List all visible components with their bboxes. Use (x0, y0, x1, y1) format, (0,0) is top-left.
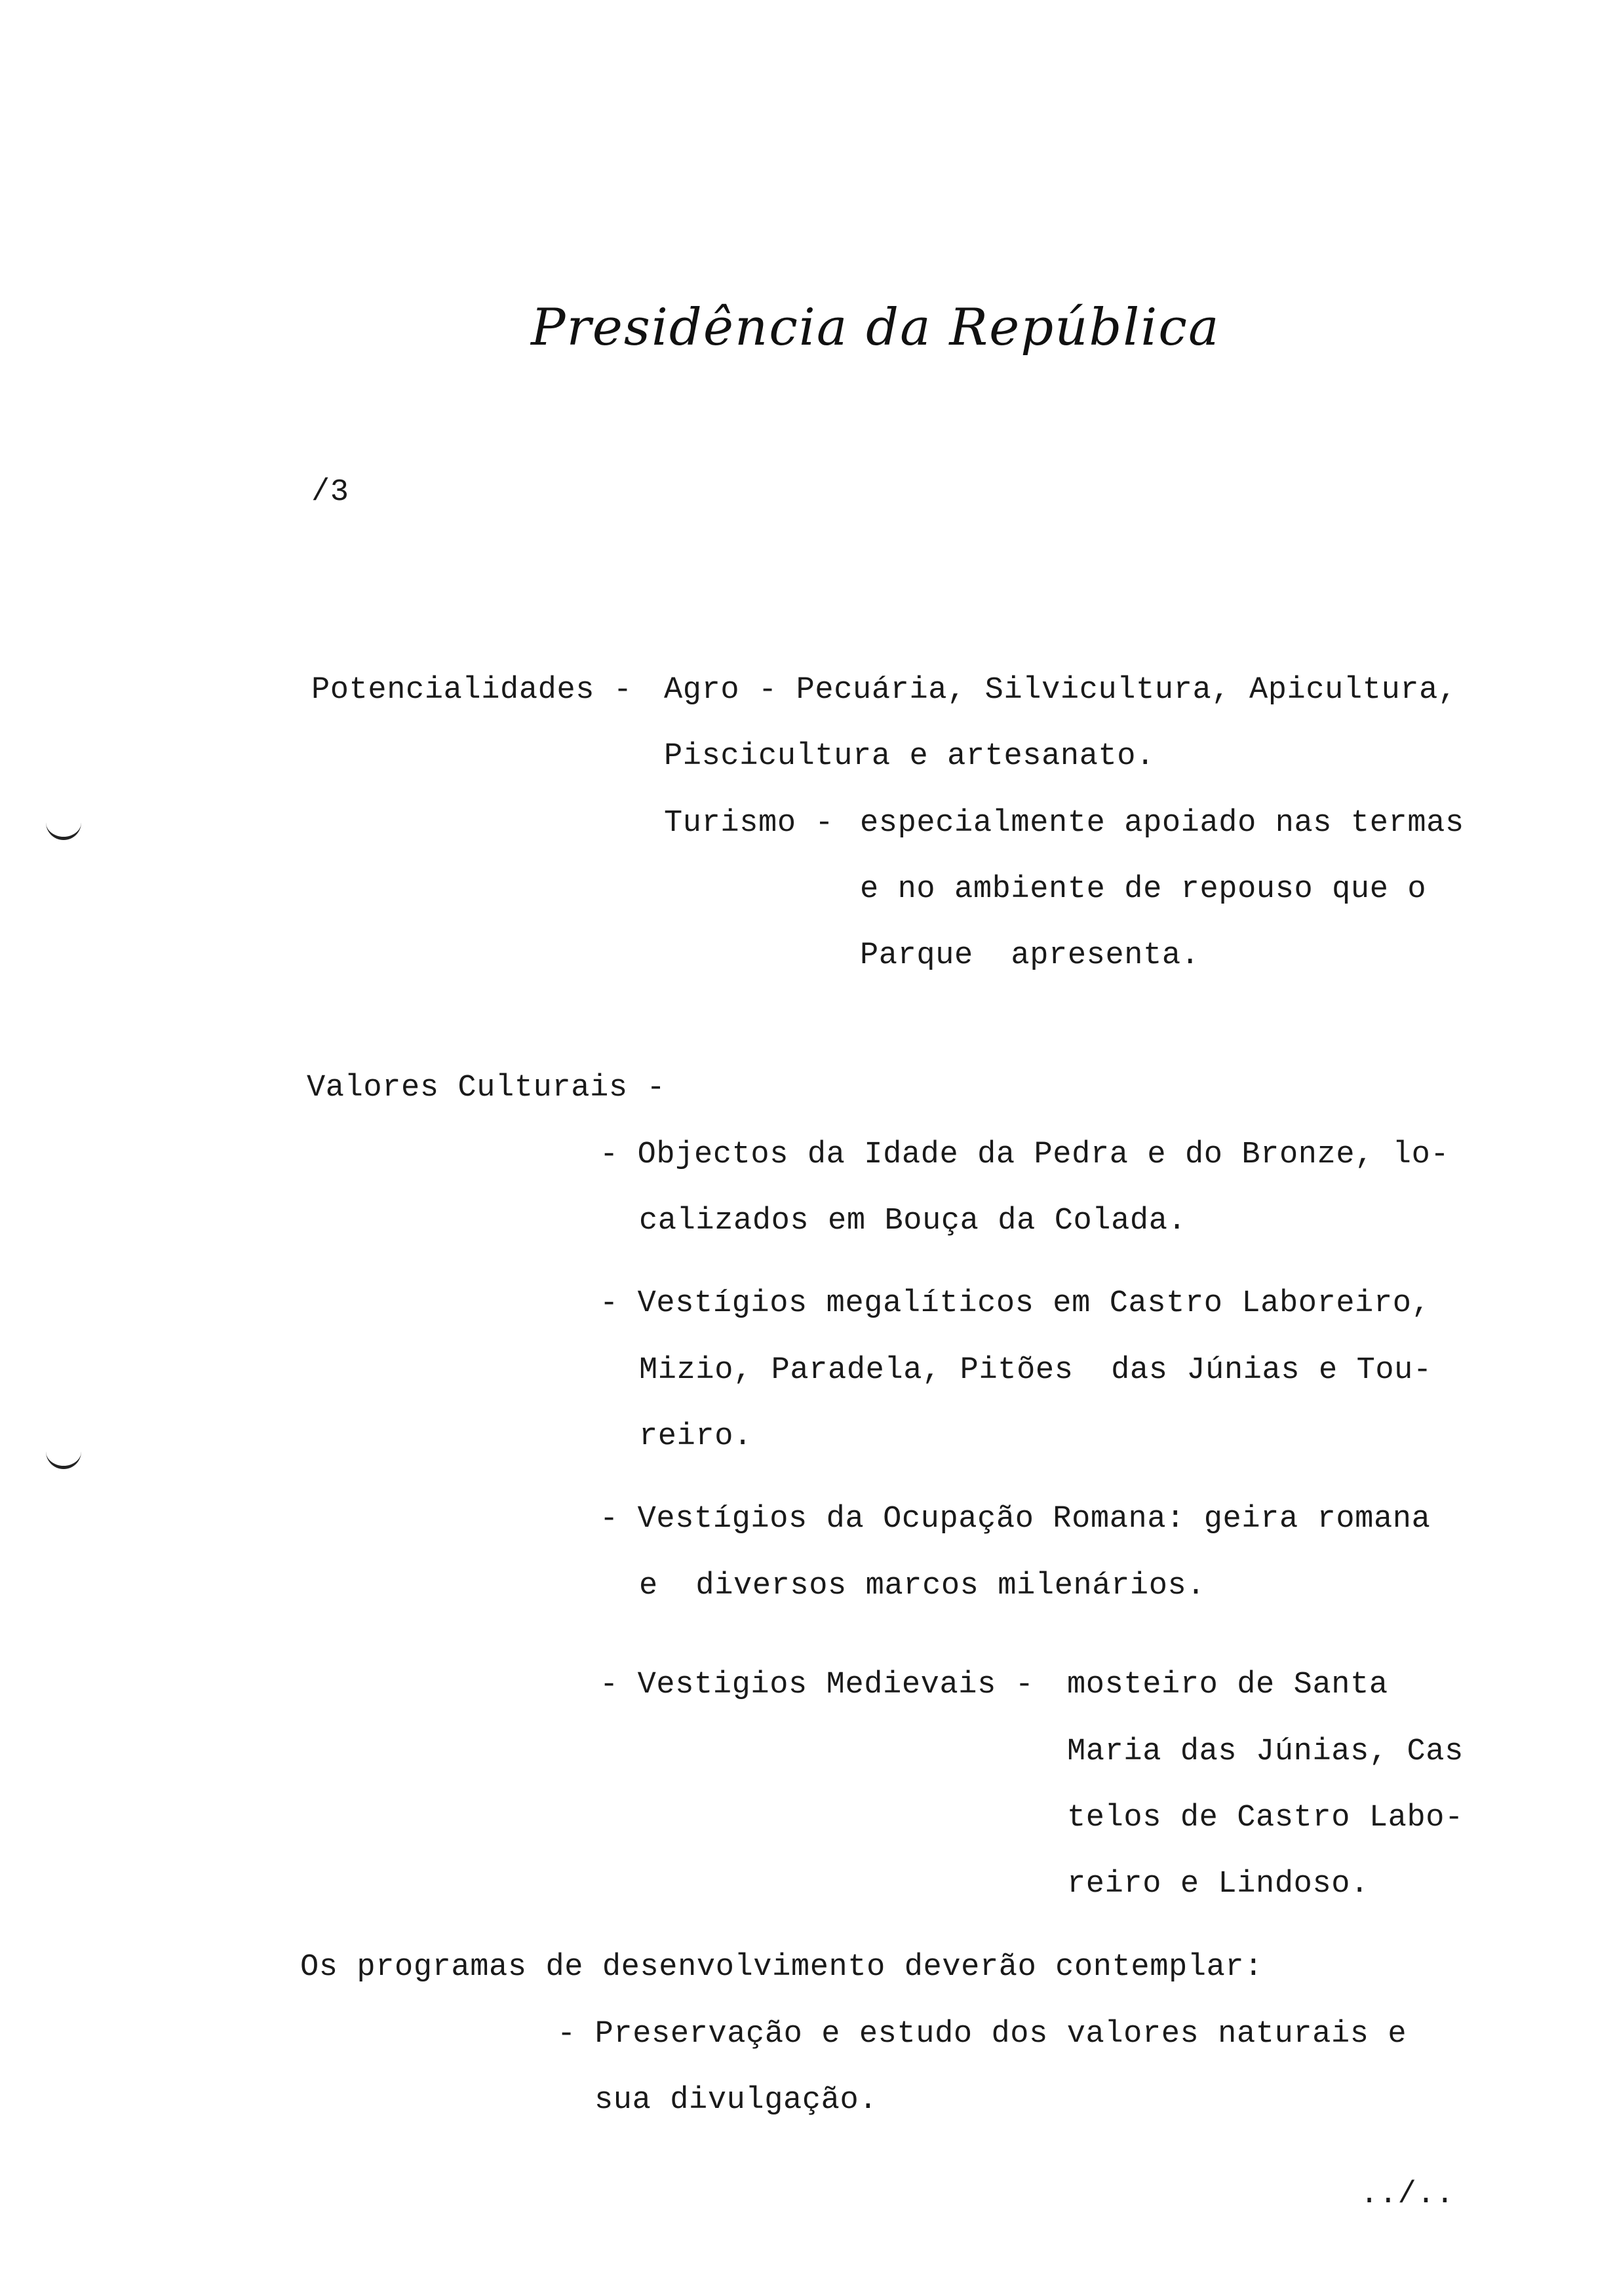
turismo-line-1: especialmente apoiado nas termas (860, 806, 1464, 841)
letterhead: Presidência da República (531, 298, 1220, 357)
continuation-mark: ../.. (1360, 2177, 1455, 2212)
programas-item-1-line-2: sua divulgação. (594, 2083, 878, 2118)
programas-item-1-line-1: - Preservação e estudo dos valores naturais e (557, 2017, 1407, 2052)
valores-item-2-line-3: reiro. (639, 1419, 752, 1454)
potencialidades-line-2: Piscicultura e artesanato. (664, 739, 1155, 774)
valores-item-4-line-3: telos de Castro Labo- (1067, 1801, 1464, 1835)
potencialidades-label: Potencialidades - (311, 673, 632, 708)
turismo-line-2: e no ambiente de repouso que o (860, 872, 1427, 907)
turismo-line-3: Parque apresenta. (860, 938, 1200, 973)
valores-item-1-line-2: calizados em Bouça da Colada. (639, 1204, 1187, 1238)
potencialidades-line-1: Agro - Pecuária, Silvicultura, Apicultura, (664, 673, 1457, 708)
valores-item-2-line-1: - Vestígios megalíticos em Castro Laboreiro, (600, 1286, 1431, 1321)
valores-item-3-line-2: e diversos marcos milenários. (639, 1569, 1206, 1603)
valores-item-3-line-1: - Vestígios da Ocupação Romana: geira romana (600, 1502, 1431, 1537)
valores-item-4-line-4: reiro e Lindoso. (1067, 1867, 1369, 1902)
valores-item-2-line-2: Mizio, Paradela, Pitões das Júnias e Tou- (639, 1353, 1432, 1388)
valores-item-1-line-1: - Objectos da Idade da Pedra e do Bronze, lo- (600, 1138, 1450, 1172)
valores-item-4-line-1: mosteiro de Santa (1067, 1668, 1388, 1702)
turismo-label: Turismo - (664, 806, 834, 841)
valores-item-4-label: - Vestigios Medievais - (600, 1668, 1034, 1702)
punch-hole-mark (46, 822, 81, 840)
valores-label: Valores Culturais - (307, 1071, 666, 1105)
punch-hole-mark (46, 1451, 81, 1469)
programas-intro: Os programas de desenvolvimento deverão contemplar: (300, 1950, 1264, 1985)
page-ref: /3 (311, 475, 349, 510)
valores-item-4-line-2: Maria das Júnias, Cas (1067, 1734, 1464, 1769)
